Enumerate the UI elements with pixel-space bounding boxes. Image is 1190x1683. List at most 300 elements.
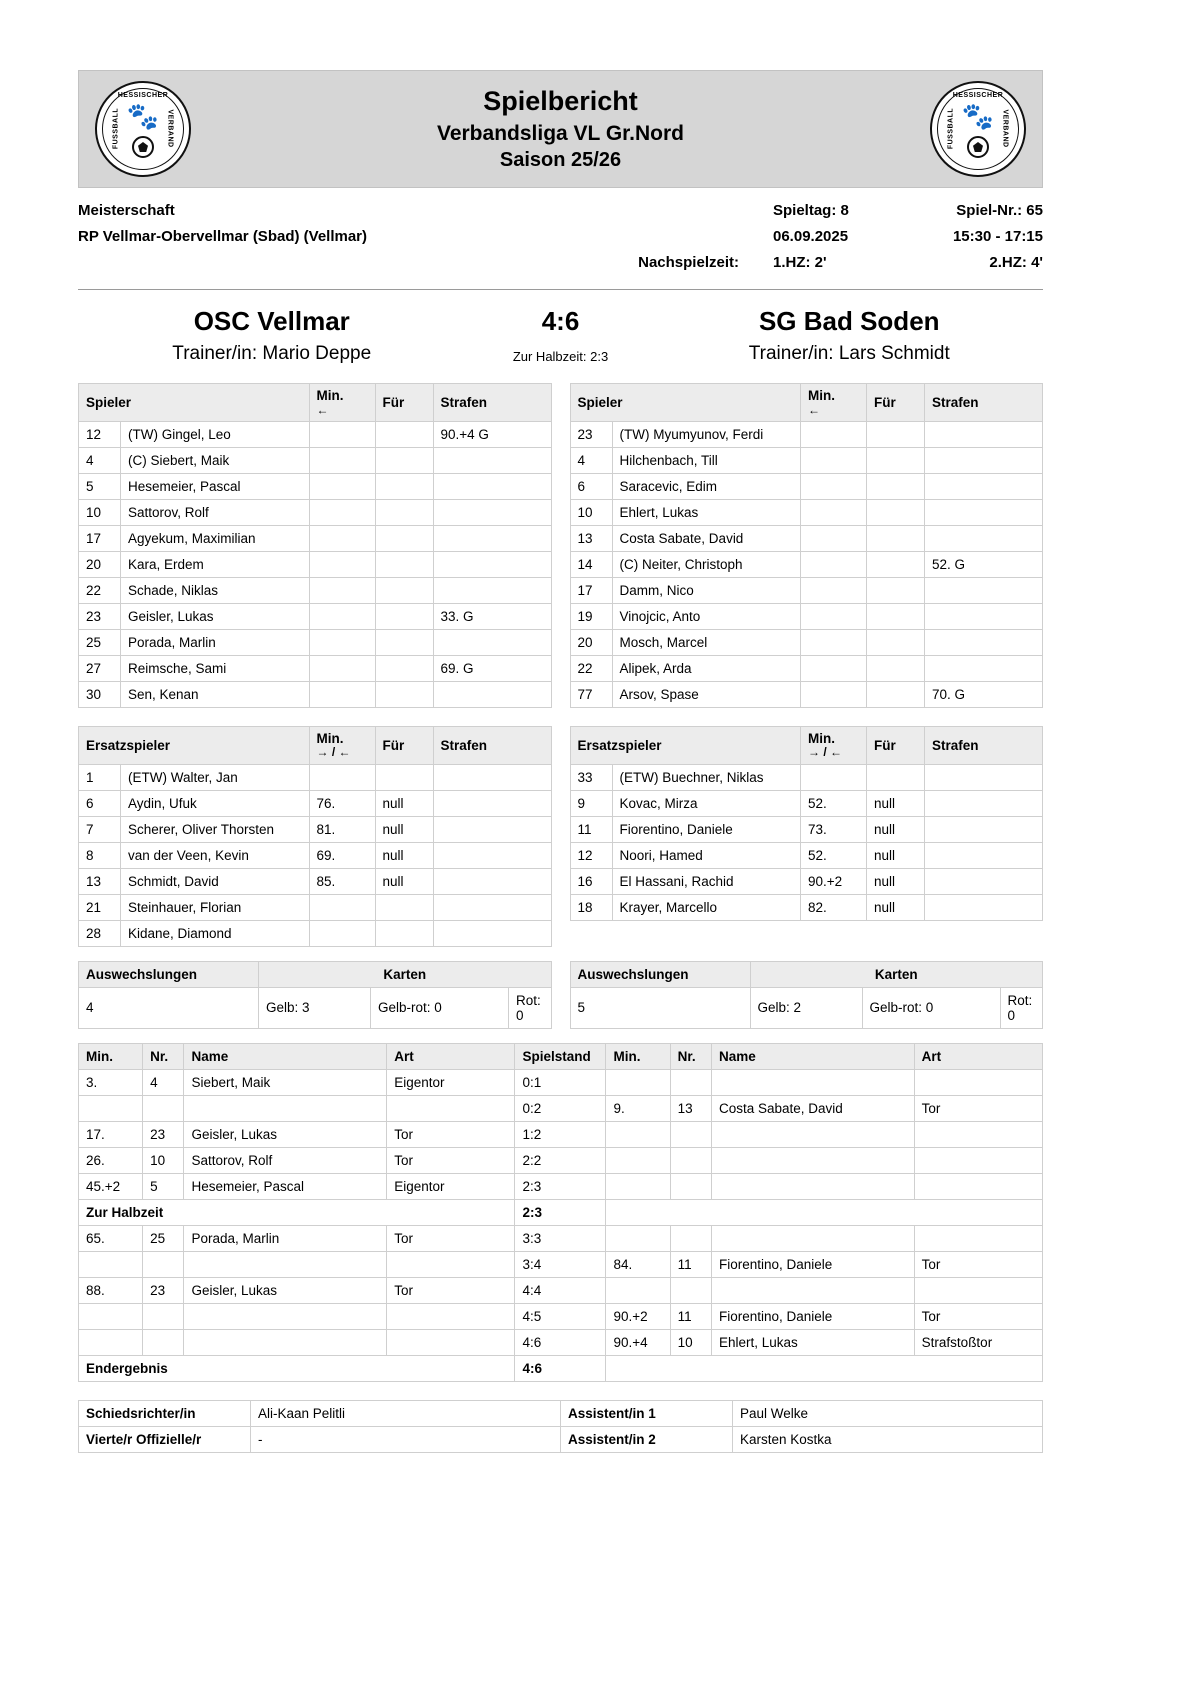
player-for <box>375 422 433 448</box>
goal-scorer-away <box>711 1277 914 1303</box>
goal-score: 3:4 <box>515 1251 606 1277</box>
halftime-score: Zur Halbzeit: 2:3 <box>512 349 609 365</box>
player-penalty <box>925 604 1043 630</box>
player-penalty <box>433 842 551 868</box>
goal-type-home: Tor <box>387 1147 515 1173</box>
away-team-name: SG Bad Soden <box>758 306 940 337</box>
player-penalty <box>925 578 1043 604</box>
away-lineup <box>570 383 1044 708</box>
player-minute <box>309 894 375 920</box>
player-for <box>867 578 925 604</box>
player-penalty <box>925 630 1043 656</box>
goal-type-home: Tor <box>387 1225 515 1251</box>
match-date: 06.09.2025 <box>773 227 849 245</box>
table-row <box>79 790 552 816</box>
home-summary-row <box>79 987 552 1028</box>
col-sub-min-label: Min. <box>316 731 344 747</box>
table-row <box>570 500 1043 526</box>
officials-row-2 <box>79 1426 1043 1452</box>
goals-summary-label: Endergebnis <box>79 1355 515 1381</box>
player-for: null <box>867 790 925 816</box>
player-penalty <box>925 790 1043 816</box>
goal-minute-away <box>606 1277 670 1303</box>
player-name: Alipek, Arda <box>612 656 801 682</box>
goal-minute-home: 88. <box>79 1277 143 1303</box>
player-minute: 82. <box>801 894 867 920</box>
player-name: Kidane, Diamond <box>121 920 310 946</box>
stoppage-second-half: 2.HZ: 4' <box>989 253 1043 271</box>
player-for <box>867 526 925 552</box>
col-spieler-away: Spieler <box>570 384 801 422</box>
away-subs-body <box>570 764 1043 920</box>
player-penalty: 90.+4 G <box>433 422 551 448</box>
player-penalty <box>433 500 551 526</box>
goal-scorer-away <box>711 1147 914 1173</box>
goal-type-home: Eigentor <box>387 1069 515 1095</box>
player-number: 6 <box>79 790 121 816</box>
lineups-row <box>78 383 1043 708</box>
logo-lion-icon: 🐾 <box>126 101 160 131</box>
player-number: 10 <box>570 500 612 526</box>
table-row <box>570 448 1043 474</box>
player-minute <box>309 920 375 946</box>
player-number: 27 <box>79 656 121 682</box>
fourth-official-name: - <box>251 1426 561 1452</box>
player-name: Schmidt, David <box>121 868 310 894</box>
player-minute <box>801 526 867 552</box>
logo-text-left: FUSSBALL <box>112 108 120 150</box>
player-minute <box>801 604 867 630</box>
col-sub-min-arrow: → / ← <box>316 745 351 760</box>
goal-type-home <box>387 1095 515 1121</box>
player-name: Fiorentino, Daniele <box>612 816 801 842</box>
player-for: null <box>375 842 433 868</box>
home-subs-count: 4 <box>79 987 259 1028</box>
goal-type-away: Tor <box>914 1303 1042 1329</box>
col-min-arrow: ← <box>316 402 329 417</box>
player-for <box>375 578 433 604</box>
player-number: 22 <box>570 656 612 682</box>
goal-minute-home: 45.+2 <box>79 1173 143 1199</box>
col-fuer: Für <box>375 384 433 422</box>
away-red-count: Rot: 0 <box>1000 987 1043 1028</box>
home-players-body <box>79 422 552 708</box>
player-penalty <box>925 656 1043 682</box>
player-number: 20 <box>79 552 121 578</box>
player-number: 10 <box>79 500 121 526</box>
player-for <box>867 448 925 474</box>
table-row <box>79 1355 1043 1381</box>
assistant1-label: Assistent/in 1 <box>561 1400 733 1426</box>
table-row <box>79 1225 1043 1251</box>
player-minute: 52. <box>801 842 867 868</box>
col-min-label-away: Min. <box>808 388 835 404</box>
goal-scorer-away: Ehlert, Lukas <box>711 1329 914 1355</box>
player-penalty: 52. G <box>925 552 1043 578</box>
table-row <box>79 1173 1043 1199</box>
table-row <box>79 1095 1043 1121</box>
logo-ball-icon <box>132 136 154 158</box>
goal-minute-home <box>79 1329 143 1355</box>
player-for <box>867 604 925 630</box>
goal-minute-away <box>606 1173 670 1199</box>
stoppage-first-half: 1.HZ: 2' <box>773 253 827 271</box>
player-minute <box>309 764 375 790</box>
home-cards-label: Karten <box>259 961 552 987</box>
goal-type-home <box>387 1303 515 1329</box>
player-for <box>375 682 433 708</box>
goal-score: 3:3 <box>515 1225 606 1251</box>
player-for <box>867 656 925 682</box>
table-row <box>79 1303 1043 1329</box>
goal-score: 2:2 <box>515 1147 606 1173</box>
player-penalty <box>433 894 551 920</box>
goals-body <box>79 1069 1043 1381</box>
goal-minute-away: 90.+4 <box>606 1329 670 1355</box>
goal-scorer-home <box>184 1329 387 1355</box>
player-name: Porada, Marlin <box>121 630 310 656</box>
goal-number-away: 11 <box>670 1303 711 1329</box>
goal-scorer-home: Geisler, Lukas <box>184 1277 387 1303</box>
goal-scorer-away <box>711 1121 914 1147</box>
col-sub-min <box>309 727 375 765</box>
goal-minute-away: 9. <box>606 1095 670 1121</box>
goal-scorer-home: Porada, Marlin <box>184 1225 387 1251</box>
table-row <box>570 842 1043 868</box>
player-penalty <box>433 474 551 500</box>
player-minute <box>801 448 867 474</box>
col-min-label: Min. <box>316 388 344 404</box>
goal-scorer-home: Sattorov, Rolf <box>184 1147 387 1173</box>
home-summary-table <box>78 961 552 1029</box>
goal-minute-home <box>79 1095 143 1121</box>
player-name: Arsov, Spase <box>612 682 801 708</box>
goal-type-away <box>914 1225 1042 1251</box>
player-number: 23 <box>570 422 612 448</box>
player-penalty <box>433 790 551 816</box>
table-row <box>79 1069 1043 1095</box>
table-row <box>570 526 1043 552</box>
player-minute <box>309 552 375 578</box>
player-minute <box>309 422 375 448</box>
player-penalty <box>433 578 551 604</box>
goal-type-home: Tor <box>387 1121 515 1147</box>
player-minute: 76. <box>309 790 375 816</box>
goal-number-home: 4 <box>143 1069 184 1095</box>
player-number: 14 <box>570 552 612 578</box>
player-minute: 81. <box>309 816 375 842</box>
logo-text-right: VERBAND <box>166 109 174 148</box>
player-number: 18 <box>570 894 612 920</box>
table-row <box>79 552 552 578</box>
table-row <box>570 422 1043 448</box>
logo-text-top-2: HESSISCHER <box>952 92 1004 99</box>
table-row <box>79 448 552 474</box>
table-row <box>79 604 552 630</box>
goal-score: 0:1 <box>515 1069 606 1095</box>
hfv-logo-left-icon <box>95 81 191 177</box>
goal-scorer-home: Siebert, Maik <box>184 1069 387 1095</box>
goal-scorer-home <box>184 1251 387 1277</box>
table-row <box>79 868 552 894</box>
player-name: Costa Sabate, David <box>612 526 801 552</box>
goal-type-away <box>914 1121 1042 1147</box>
player-name: Kara, Erdem <box>121 552 310 578</box>
table-row <box>570 764 1043 790</box>
goal-number-home: 25 <box>143 1225 184 1251</box>
col-sub-min-label-away: Min. <box>808 731 835 747</box>
player-minute <box>801 552 867 578</box>
summary-row <box>78 961 1043 1029</box>
player-minute <box>309 500 375 526</box>
player-for: null <box>867 894 925 920</box>
goal-type-away <box>914 1147 1042 1173</box>
away-summary-table <box>570 961 1044 1029</box>
player-minute <box>801 656 867 682</box>
player-for <box>375 552 433 578</box>
goal-scorer-away: Fiorentino, Daniele <box>711 1303 914 1329</box>
goal-scorer-home: Geisler, Lukas <box>184 1121 387 1147</box>
player-penalty <box>925 500 1043 526</box>
player-name: (TW) Gingel, Leo <box>121 422 310 448</box>
player-name: Ehlert, Lukas <box>612 500 801 526</box>
player-penalty <box>925 842 1043 868</box>
player-penalty <box>925 868 1043 894</box>
goal-minute-away: 84. <box>606 1251 670 1277</box>
away-subs-label: Auswechslungen <box>570 961 750 987</box>
table-row <box>79 1329 1043 1355</box>
player-penalty: 33. G <box>433 604 551 630</box>
player-number: 77 <box>570 682 612 708</box>
table-row <box>79 578 552 604</box>
goal-scorer-away: Fiorentino, Daniele <box>711 1251 914 1277</box>
player-penalty <box>925 764 1043 790</box>
player-name: Reimsche, Sami <box>121 656 310 682</box>
goal-number-home: 23 <box>143 1121 184 1147</box>
officials-table <box>78 1400 1043 1453</box>
player-for <box>375 604 433 630</box>
player-penalty <box>433 526 551 552</box>
goal-scorer-away: Costa Sabate, David <box>711 1095 914 1121</box>
player-penalty <box>433 630 551 656</box>
player-minute <box>309 630 375 656</box>
away-subs-table <box>570 726 1044 921</box>
goals-summary-score: 4:6 <box>515 1355 606 1381</box>
away-summary <box>570 961 1044 1029</box>
goal-number-away <box>670 1147 711 1173</box>
player-penalty <box>925 448 1043 474</box>
away-yellow-count: Gelb: 2 <box>750 987 862 1028</box>
referee-label: Schiedsrichter/in <box>79 1400 251 1426</box>
home-coach: Trainer/in: Mario Deppe <box>172 343 372 365</box>
report-sheet <box>78 70 1043 1453</box>
col-sub-strafen-away: Strafen <box>925 727 1043 765</box>
player-name: Saracevic, Edim <box>612 474 801 500</box>
goal-number-away: 10 <box>670 1329 711 1355</box>
goal-minute-home: 3. <box>79 1069 143 1095</box>
goal-scorer-home <box>184 1303 387 1329</box>
match-time: 15:30 - 17:15 <box>952 227 1043 245</box>
goal-number-away <box>670 1173 711 1199</box>
goal-score: 1:2 <box>515 1121 606 1147</box>
table-row <box>79 894 552 920</box>
goal-minute-home: 65. <box>79 1225 143 1251</box>
home-yellowred-count: Gelb-rot: 0 <box>371 987 509 1028</box>
league-name: Verbandsliga VL Gr.Nord <box>436 121 685 145</box>
home-red-count: Rot: 0 <box>509 987 552 1028</box>
home-lineup <box>78 383 552 708</box>
player-name: Geisler, Lukas <box>121 604 310 630</box>
player-name: Kovac, Mirza <box>612 790 801 816</box>
table-row <box>570 578 1043 604</box>
player-number: 17 <box>79 526 121 552</box>
player-minute <box>801 422 867 448</box>
competition-type: Meisterschaft <box>78 202 175 219</box>
player-name: (ETW) Walter, Jan <box>121 764 310 790</box>
player-for: null <box>867 842 925 868</box>
player-name: Sattorov, Rolf <box>121 500 310 526</box>
away-subs-count: 5 <box>570 987 750 1028</box>
player-penalty <box>433 764 551 790</box>
subs-row <box>78 726 1043 947</box>
table-row <box>79 474 552 500</box>
player-number: 7 <box>79 816 121 842</box>
player-for: null <box>867 868 925 894</box>
goal-type-away: Tor <box>914 1251 1042 1277</box>
table-row <box>570 894 1043 920</box>
goal-number-away: 13 <box>670 1095 711 1121</box>
teams-block <box>78 306 1043 365</box>
home-players-table <box>78 383 552 708</box>
player-penalty <box>925 816 1043 842</box>
goals-summary-empty <box>606 1355 1043 1381</box>
match-meta <box>78 198 1043 290</box>
home-subs-block <box>78 726 552 947</box>
goal-score: 4:5 <box>515 1303 606 1329</box>
logo-text-right-2: VERBAND <box>1001 109 1009 148</box>
goals-summary-score: 2:3 <box>515 1199 606 1225</box>
away-yellowred-count: Gelb-rot: 0 <box>862 987 1000 1028</box>
table-row <box>79 1277 1043 1303</box>
venue: RP Vellmar-Obervellmar (Sbad) (Vellmar) <box>78 227 368 245</box>
goals-col-name-home: Name <box>184 1043 387 1069</box>
goals-table <box>78 1043 1043 1382</box>
player-for <box>375 656 433 682</box>
player-number: 25 <box>79 630 121 656</box>
player-minute <box>309 448 375 474</box>
player-penalty <box>925 894 1043 920</box>
goal-number-home <box>143 1095 184 1121</box>
home-subs-body <box>79 764 552 946</box>
player-name: Damm, Nico <box>612 578 801 604</box>
player-for: null <box>375 868 433 894</box>
player-number: 22 <box>79 578 121 604</box>
player-for <box>375 448 433 474</box>
goal-type-away <box>914 1173 1042 1199</box>
officials-row-1 <box>79 1400 1043 1426</box>
player-number: 21 <box>79 894 121 920</box>
goal-number-home <box>143 1329 184 1355</box>
player-for <box>867 500 925 526</box>
col-strafen-away: Strafen <box>925 384 1043 422</box>
goals-col-art-away: Art <box>914 1043 1042 1069</box>
table-row <box>79 816 552 842</box>
player-minute <box>309 656 375 682</box>
player-number: 6 <box>570 474 612 500</box>
player-number: 4 <box>79 448 121 474</box>
col-ersatzspieler-away: Ersatzspieler <box>570 727 801 765</box>
player-number: 20 <box>570 630 612 656</box>
player-name: (ETW) Buechner, Niklas <box>612 764 801 790</box>
goal-minute-away <box>606 1147 670 1173</box>
col-sub-strafen: Strafen <box>433 727 551 765</box>
player-minute <box>801 764 867 790</box>
player-penalty <box>433 920 551 946</box>
player-penalty <box>433 552 551 578</box>
table-row <box>79 630 552 656</box>
player-number: 12 <box>79 422 121 448</box>
goal-number-home: 23 <box>143 1277 184 1303</box>
table-row <box>79 842 552 868</box>
player-minute <box>801 682 867 708</box>
player-number: 28 <box>79 920 121 946</box>
away-subs-block <box>570 726 1044 947</box>
assistant1-name: Paul Welke <box>733 1400 1043 1426</box>
goal-number-away: 11 <box>670 1251 711 1277</box>
goals-col-art-home: Art <box>387 1043 515 1069</box>
col-sub-min-away <box>801 727 867 765</box>
table-row <box>570 868 1043 894</box>
player-for <box>867 552 925 578</box>
goal-type-home: Eigentor <box>387 1173 515 1199</box>
table-row <box>570 630 1043 656</box>
goal-number-away <box>670 1069 711 1095</box>
col-fuer-away: Für <box>867 384 925 422</box>
table-row <box>79 920 552 946</box>
player-number: 11 <box>570 816 612 842</box>
player-for <box>867 474 925 500</box>
goal-scorer-away <box>711 1069 914 1095</box>
player-name: (TW) Myumyunov, Ferdi <box>612 422 801 448</box>
goal-minute-home <box>79 1251 143 1277</box>
goal-minute-away <box>606 1069 670 1095</box>
goal-number-away <box>670 1277 711 1303</box>
away-players-table <box>570 383 1044 708</box>
goal-score: 0:2 <box>515 1095 606 1121</box>
final-score: 4:6 <box>541 306 580 337</box>
player-name: Krayer, Marcello <box>612 894 801 920</box>
player-name: Steinhauer, Florian <box>121 894 310 920</box>
table-row <box>570 656 1043 682</box>
player-number: 5 <box>79 474 121 500</box>
player-name: Vinojcic, Anto <box>612 604 801 630</box>
player-minute <box>309 526 375 552</box>
player-name: Noori, Hamed <box>612 842 801 868</box>
player-name: Schade, Niklas <box>121 578 310 604</box>
player-minute <box>801 630 867 656</box>
player-number: 8 <box>79 842 121 868</box>
season-name: Saison 25/26 <box>499 149 622 172</box>
player-minute <box>309 604 375 630</box>
referee-name: Ali-Kaan Pelitli <box>251 1400 561 1426</box>
player-name: Hilchenbach, Till <box>612 448 801 474</box>
player-number: 30 <box>79 682 121 708</box>
player-number: 12 <box>570 842 612 868</box>
home-team-name: OSC Vellmar <box>193 306 350 337</box>
player-name: Mosch, Marcel <box>612 630 801 656</box>
away-coach: Trainer/in: Lars Schmidt <box>748 343 950 365</box>
goal-number-home <box>143 1251 184 1277</box>
